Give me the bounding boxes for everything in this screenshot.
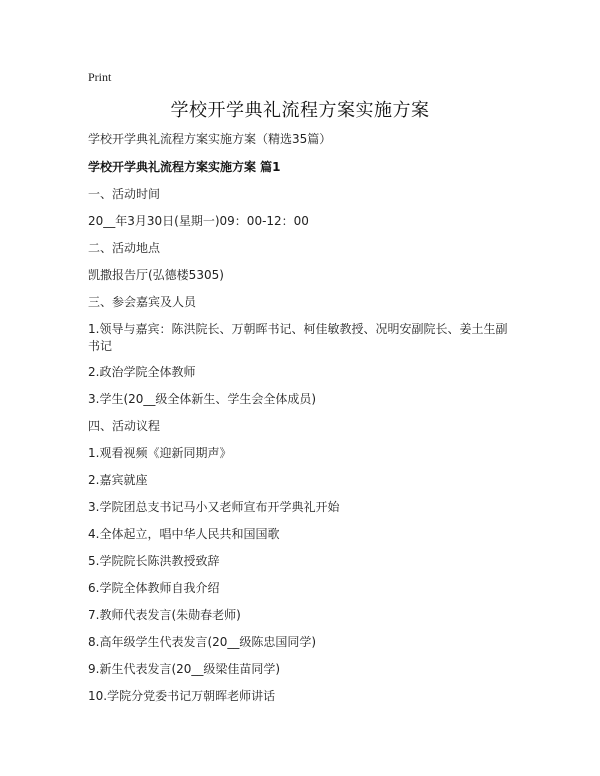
text-line: 1.领导与嘉宾：陈洪院长、万朝晖书记、柯佳敏教授、况明安副院长、姜土生副书记 <box>88 322 508 353</box>
text-line: 6.学院全体教师自我介绍 <box>88 581 220 595</box>
text-line: 凯撒报告厅(弘德楼5305) <box>88 268 224 282</box>
text-line: 1.观看视频《迎新同期声》 <box>88 446 232 460</box>
text-line: 一、活动时间 <box>88 187 161 201</box>
document-subtitle: 学校开学典礼流程方案实施方案（精选35篇） <box>88 132 332 146</box>
text-line: 三、参会嘉宾及人员 <box>88 295 197 309</box>
text-line: 2.政治学院全体教师 <box>88 365 196 379</box>
text-line: 3.学生(20__级全体新生、学生会全体成员) <box>88 392 317 406</box>
text-line: 8.高年级学生代表发言(20__级陈忠国同学) <box>88 635 317 649</box>
text-line: 20__年3月30日(星期一)09：00-12：00 <box>88 214 309 228</box>
print-link[interactable]: Print <box>88 70 112 84</box>
text-line: 10.学院分党委书记万朝晖老师讲话 <box>88 689 276 703</box>
text-line: 9.新生代表发言(20__级梁佳苗同学) <box>88 662 281 676</box>
text-line: 四、活动议程 <box>88 419 161 433</box>
page-title: 学校开学典礼流程方案实施方案 <box>170 100 430 121</box>
text-line: 5.学院院长陈洪教授致辞 <box>88 554 220 568</box>
text-line: 3.学院团总支书记马小又老师宣布开学典礼开始 <box>88 500 340 514</box>
text-line: 2.嘉宾就座 <box>88 473 148 487</box>
text-line: 7.教师代表发言(朱勋春老师) <box>88 608 241 622</box>
text-line: 二、活动地点 <box>88 241 161 255</box>
text-line: 4.全体起立，唱中华人民共和国国歌 <box>88 527 280 541</box>
section-heading: 学校开学典礼流程方案实施方案 篇1 <box>88 160 281 174</box>
